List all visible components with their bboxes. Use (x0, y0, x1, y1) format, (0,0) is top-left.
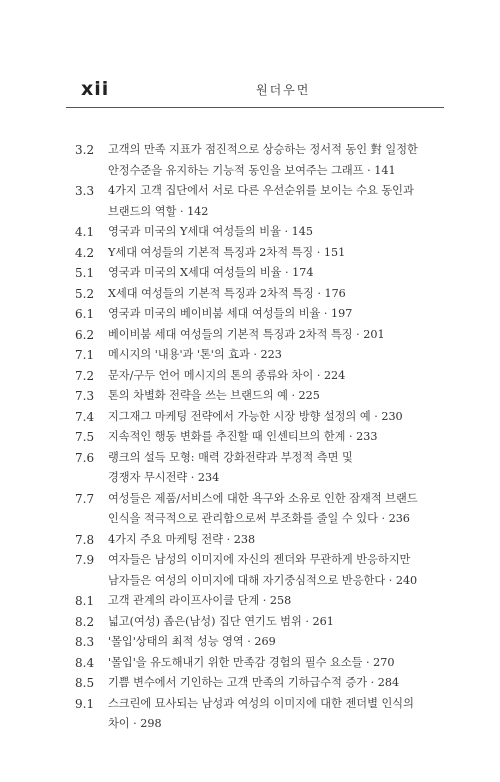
figure-title-line: 영국과 미국의 Y세대 여성들의 비율 · 145 (108, 225, 313, 238)
running-title: 원더우먼 (256, 83, 311, 97)
figure-number: 4.1 (75, 225, 95, 239)
figure-title-line: 지그재그 마케팅 전략에서 가능한 시장 방향 설정의 예 · 230 (108, 409, 403, 423)
figure-number: 3.3 (75, 184, 95, 198)
figure-list-entry (68, 140, 448, 181)
figure-number: 7.2 (75, 368, 95, 383)
figure-list-entry (68, 407, 448, 428)
figure-title-line: 넓고(여성) 좁은(남성) 집단 연기도 범위 · 261 (108, 614, 334, 628)
figure-list-entry (68, 612, 448, 633)
figure-title-line: '몰입'을 유도해내기 위한 만족감 경험의 필수 요소들 · 270 (108, 655, 395, 669)
figure-list-entry (68, 632, 448, 653)
figure-title-line: X세대 여성들의 기본적 특징과 2차적 특징 · 176 (108, 286, 346, 300)
figure-number: 7.8 (75, 532, 95, 547)
figure-title-line: 여자들은 남성의 이미지에 자신의 젠더와 무관하게 반응하지만 (108, 553, 411, 566)
figure-list-entry (68, 550, 448, 591)
figure-list-entry (68, 653, 448, 674)
figure-number: 5.2 (75, 286, 95, 301)
figure-title-line: 영국과 미국의 X세대 여성들의 비율 · 174 (108, 266, 314, 279)
figure-number: 4.2 (75, 245, 95, 260)
figure-list-entry (68, 591, 448, 612)
figure-number: 7.4 (75, 409, 95, 424)
figure-list-entry (68, 345, 448, 366)
figure-number: 8.1 (75, 594, 95, 608)
header-rule (66, 107, 444, 108)
page-number: xii (81, 78, 110, 100)
figure-title-line: 여성들은 제품/서비스에 대한 욕구와 소유로 인한 잠재적 브랜드 (108, 491, 418, 505)
figure-title-line: 메시지의 '내용'과 '톤'의 효과 · 223 (108, 348, 282, 361)
figure-title-line: 지속적인 행동 변화를 추진할 때 인센티브의 한계 · 233 (108, 430, 378, 443)
figure-title-line: 안정수준을 유지하는 기능적 동인을 보여주는 그래프 · 141 (108, 163, 396, 177)
figure-number: 9.1 (75, 696, 95, 711)
figure-number: 8.5 (75, 676, 95, 690)
figure-title-line: 인식을 적극적으로 관리함으로써 부조화를 줄일 수 있다 · 236 (108, 512, 410, 525)
figure-list-entry (68, 263, 448, 284)
page-header (81, 78, 430, 104)
figure-title-line: 베이비붐 세대 여성들의 기본적 특징과 2차적 특징 · 201 (108, 327, 385, 341)
figure-title-line: 고객 관계의 라이프사이클 단계 · 258 (108, 594, 292, 607)
figure-number: 8.2 (75, 614, 95, 629)
figure-title-line: Y세대 여성들의 기본적 특징과 2차적 특징 · 151 (108, 245, 346, 259)
figure-number: 7.6 (75, 450, 95, 465)
figure-list (68, 140, 448, 735)
figure-list-entry (68, 427, 448, 448)
figure-title-line: 고객의 만족 지표가 점진적으로 상승하는 정서적 동인 對 일정한 (108, 143, 418, 156)
figure-number: 7.1 (75, 348, 95, 362)
figure-title-line: 4가지 주요 마케팅 전략 · 238 (108, 532, 256, 546)
figure-title-line: 남자들은 여성의 이미지에 대해 자기중심적으로 반응한다 · 240 (108, 573, 418, 587)
figure-title-line: 랭크의 설득 모형: 매력 강화전략과 부정적 측면 및 (108, 450, 353, 464)
figure-list-entry (68, 530, 448, 551)
figure-number: 7.3 (75, 389, 95, 403)
figure-list-entry (68, 222, 448, 243)
figure-title-line: 브랜드의 역할 · 142 (108, 204, 209, 218)
figure-list-entry (68, 325, 448, 346)
figure-list-entry (68, 673, 448, 694)
figure-list-entry (68, 181, 448, 222)
figure-list-entry (68, 304, 448, 325)
figure-list-entry (68, 243, 448, 264)
figure-title-line: 기쁨 변수에서 기인하는 고객 만족의 기하급수적 증가 · 284 (108, 676, 400, 689)
figure-number: 5.1 (75, 266, 95, 280)
figure-list-entry (68, 489, 448, 530)
figure-title-line: 경쟁자 무시전략 · 234 (108, 471, 220, 484)
figure-number: 7.5 (75, 430, 95, 444)
figure-list-entry (68, 694, 448, 735)
figure-title-line: '몰입'상태의 최적 성능 영역 · 269 (108, 635, 276, 648)
figure-number: 8.3 (75, 635, 95, 649)
figure-title-line: 4가지 고객 집단에서 서로 다른 우선순위를 보이는 수요 동인과 (108, 184, 414, 197)
figure-title-line: 스크린에 묘사되는 남성과 여성의 이미지에 대한 젠더별 인식의 (108, 696, 414, 710)
figure-number: 7.9 (75, 553, 95, 567)
figure-list-entry (68, 386, 448, 407)
figure-title-line: 차이 · 298 (108, 717, 162, 730)
figure-list-entry (68, 448, 448, 489)
figure-title-line: 영국과 미국의 베이비붐 세대 여성들의 비율 · 197 (108, 307, 353, 320)
figure-title-line: 톤의 차별화 전략을 쓰는 브랜드의 예 · 225 (108, 389, 320, 402)
figure-list-entry (68, 284, 448, 305)
figure-number: 6.2 (75, 327, 95, 342)
figure-number: 3.2 (75, 143, 95, 157)
figure-number: 8.4 (75, 655, 95, 670)
figure-list-entry (68, 366, 448, 387)
figure-title-line: 문자/구두 언어 메시지의 톤의 종류와 차이 · 224 (108, 368, 346, 382)
figure-number: 7.7 (75, 491, 95, 506)
figure-number: 6.1 (75, 307, 95, 321)
